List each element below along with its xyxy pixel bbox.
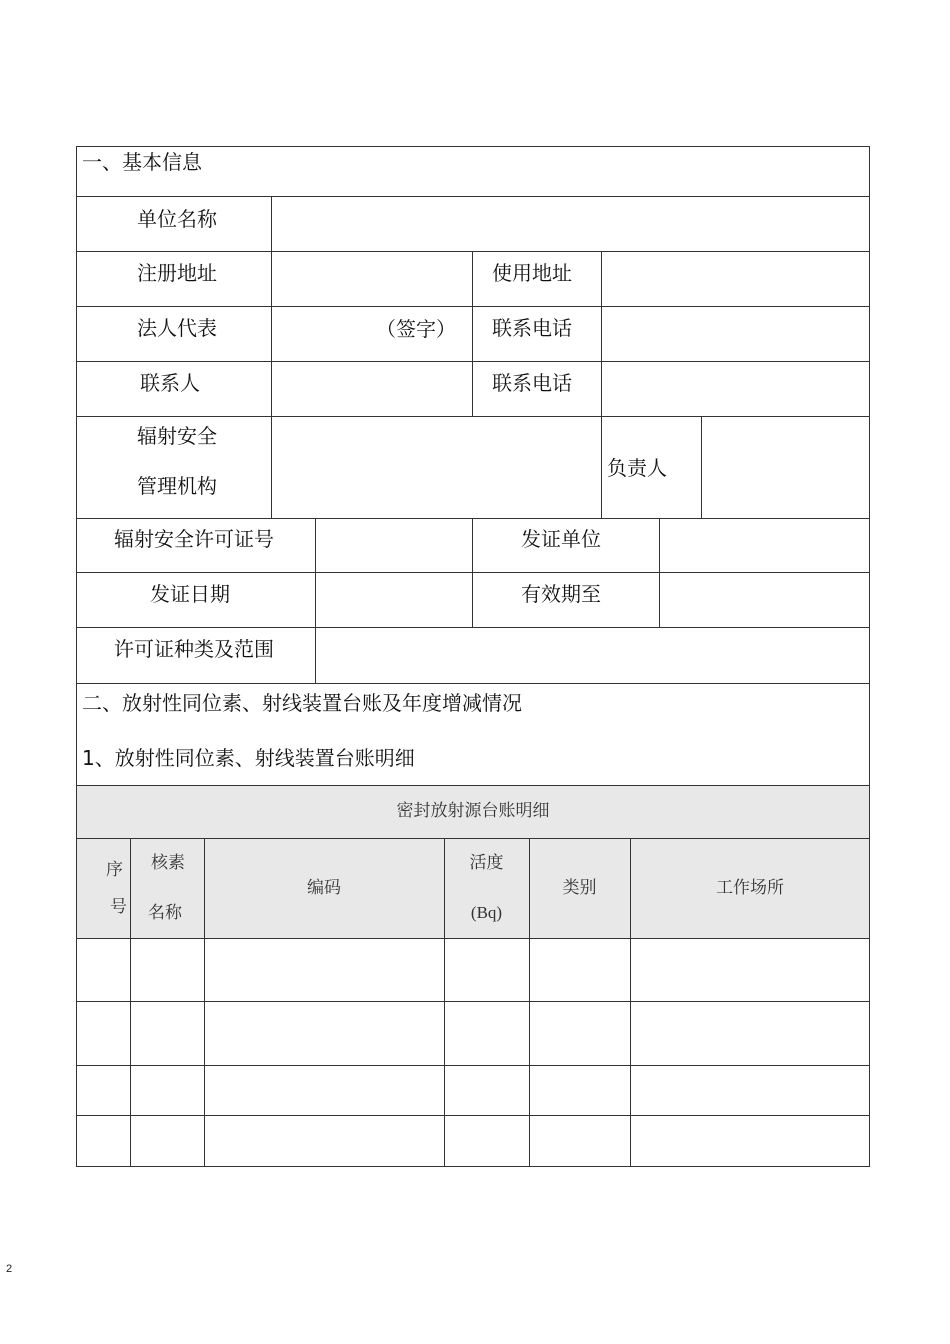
rad-org-field[interactable]	[271, 416, 601, 518]
col-header-nuclide	[130, 838, 204, 938]
section-basic-info-header	[76, 146, 870, 196]
col-header-activity	[444, 838, 529, 938]
contact-field[interactable]	[271, 361, 472, 416]
phone-label-cell-2	[472, 361, 601, 416]
section-ledger-subtitle: 1、放射性同位素、射线装置台账明细	[82, 746, 415, 770]
rad-org-label-cell	[76, 416, 271, 518]
valid-until-label-cell	[472, 572, 659, 627]
col-header-category	[529, 838, 630, 938]
col-header-no	[76, 838, 130, 938]
phone-field-2[interactable]	[601, 361, 870, 416]
unit-name-label: 单位名称	[137, 207, 217, 231]
reg-address-field[interactable]	[271, 251, 472, 306]
page-number: 2	[6, 1263, 13, 1275]
license-scope-label-cell	[76, 627, 315, 683]
contact-label-cell	[76, 361, 271, 416]
license-no-field[interactable]	[315, 518, 472, 572]
col-header-no-line1: 序	[106, 860, 123, 879]
use-address-field[interactable]	[601, 251, 870, 306]
ledger-row-2[interactable]	[77, 1002, 869, 1065]
legal-rep-label: 法人代表	[137, 316, 217, 340]
col-header-activity-line1: 活度	[469, 853, 504, 872]
issuer-label: 发证单位	[521, 527, 601, 551]
section-ledger-title: 二、放射性同位素、射线装置台账及年度增减情况	[82, 691, 522, 715]
rad-org-label-line1: 辐射安全	[137, 424, 217, 448]
license-scope-field[interactable]	[315, 627, 870, 683]
section-ledger-header	[76, 683, 870, 785]
reg-address-label: 注册地址	[137, 261, 217, 285]
ledger-row-4[interactable]	[77, 1116, 869, 1166]
section-basic-info-title: 一、基本信息	[82, 150, 202, 174]
col-header-activity-line2: (Bq)	[470, 903, 503, 922]
col-header-nuclide-line2: 名称	[148, 903, 182, 922]
ledger-title-cell	[76, 785, 870, 838]
col-header-no-line2: 号	[110, 897, 127, 916]
legal-rep-label-cell	[76, 306, 271, 361]
phone-label-cell-1	[472, 306, 601, 361]
phone-label-1: 联系电话	[492, 316, 572, 340]
issue-date-field[interactable]	[315, 572, 472, 627]
phone-field-1[interactable]	[601, 306, 870, 361]
col-header-workplace-label: 工作场所	[716, 878, 784, 897]
unit-name-label-cell	[76, 196, 271, 251]
col-header-category-label: 类别	[562, 878, 597, 897]
col-header-workplace	[630, 838, 870, 938]
issuer-label-cell	[472, 518, 659, 572]
use-address-label-cell	[472, 251, 601, 306]
valid-until-field[interactable]	[659, 572, 870, 627]
responsible-label: 负责人	[607, 456, 667, 480]
responsible-label-cell	[601, 416, 701, 518]
ledger-title: 密封放射源台账明细	[396, 801, 550, 820]
license-no-label: 辐射安全许可证号	[114, 527, 274, 551]
signature-note: （签字）	[376, 317, 456, 341]
phone-label-2: 联系电话	[492, 371, 572, 395]
reg-address-label-cell	[76, 251, 271, 306]
license-scope-label: 许可证种类及范围	[114, 637, 274, 661]
col-header-nuclide-line1: 核素	[151, 853, 185, 872]
ledger-row-3[interactable]	[77, 1066, 869, 1115]
use-address-label: 使用地址	[492, 261, 572, 285]
rad-org-label-line2: 管理机构	[137, 474, 217, 498]
issuer-field[interactable]	[659, 518, 870, 572]
issue-date-label: 发证日期	[150, 582, 230, 606]
col-header-code-label: 编码	[307, 878, 341, 897]
valid-until-label: 有效期至	[521, 582, 601, 606]
license-no-label-cell	[76, 518, 315, 572]
issue-date-label-cell	[76, 572, 315, 627]
responsible-field[interactable]	[701, 416, 870, 518]
unit-name-field[interactable]	[271, 196, 870, 251]
col-header-code	[204, 838, 444, 938]
contact-label: 联系人	[140, 371, 200, 395]
ledger-row-1[interactable]	[77, 939, 869, 1001]
